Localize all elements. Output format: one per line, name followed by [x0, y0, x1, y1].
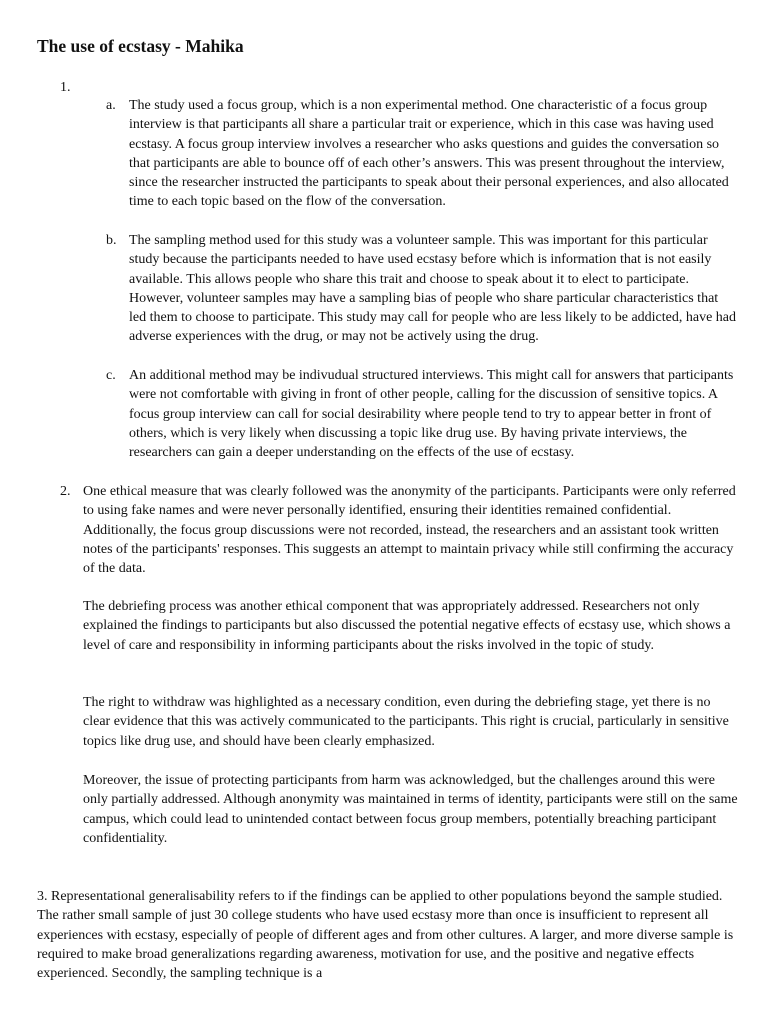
q2-paragraph: The debriefing process was another ethical component that was appropriately addressed. Researchers not only explained the findings to participants but also discussed the potential negative effects of ecstasy use, which shows a level of care and responsibility in informing participants about the risks involved in the topic of study.	[83, 599, 731, 653]
q1-item-c-marker: c.	[106, 368, 116, 383]
question-3-text: 3. Representational generalisability refers to if the findings can be applied to other populations beyond the sample studied. The rather small sample of just 30 college students who have used ecstasy more than once is insufficient to represent all experiences with ecstasy, especially of people of different ages and from other cultures. A larger, and more diverse sample is required to make broad generalizations regarding awareness, motivation for use, and the positive and negative effects experienced. Secondly, the sampling technique is a	[37, 889, 734, 982]
q1-item-b-marker: b.	[106, 233, 117, 248]
q2-paragraph: Moreover, the issue of protecting participants from harm was acknowledged, but the challenges around this were only partially addressed. Although anonymity was maintained in terms of identity, participants were still on the same campus, which could lead to unintended contact between focus group members, potentially breaching participant confidentiality.	[83, 773, 738, 846]
q2-paragraph: One ethical measure that was clearly followed was the anonymity of the participants. Participants were only referred to using fake names and were never personally identified, ensuring their identities remained confidential. Additionally, the focus group discussions were not recorded, instead, the researchers and an assistant took written notes of the participants' responses. This suggests an attempt to maintain privacy while still confirming the accuracy of the data.	[83, 484, 736, 577]
document-title: The use of ecstasy - Mahika	[37, 36, 244, 56]
q1-item-a-text: The study used a focus group, which is a non experimental method. One characteristic of a focus group interview is that participants all share a particular trait or experience, which in this case was having used ecstasy. A focus group interview involves a researcher who asks questions and guides the conversation so that participants are able to bounce off of each other’s answers. This was present throughout the interview, since the researcher instructed the participants to speak about their personal experiences, and also allocated time to each topic based on the flow of the conversation.	[129, 98, 729, 210]
q1-item-c-text: An additional method may be indivudual structured interviews. This might call for answers that participants were not comfortable with giving in front of other people, calling for the discussion of sensitive topics. A focus group interview can call for social desirability where people tend to try to appear better in front of others, which is very likely when discussing a topic like drug use. By having private interviews, the researchers can gain a deeper understanding on the effects of the use of ecstasy.	[129, 368, 734, 461]
q1-item-a-marker: a.	[106, 98, 116, 113]
q1-item-b-text: The sampling method used for this study was a volunteer sample. This was important for this particular study because the participants needed to have used ecstasy before which is information that is not easily available. This allows people who share this trait and choose to speak about it to elect to participate. However, volunteer samples may have a sampling bias of people who share particular characteristics that led them to choose to participate. This study may call for people who are less likely to be addicted, have had adverse experiences with the drug, or may not be actively using the drug.	[129, 233, 737, 345]
question-2-number: 2.	[60, 484, 71, 499]
question-1-number: 1.	[60, 80, 71, 95]
q2-paragraph: The right to withdraw was highlighted as a necessary condition, even during the debriefing stage, yet there is no clear evidence that this was actively communicated to the participants. This right is crucial, particularly in sensitive topics like drug use, and should have been clearly emphasized.	[83, 695, 729, 749]
